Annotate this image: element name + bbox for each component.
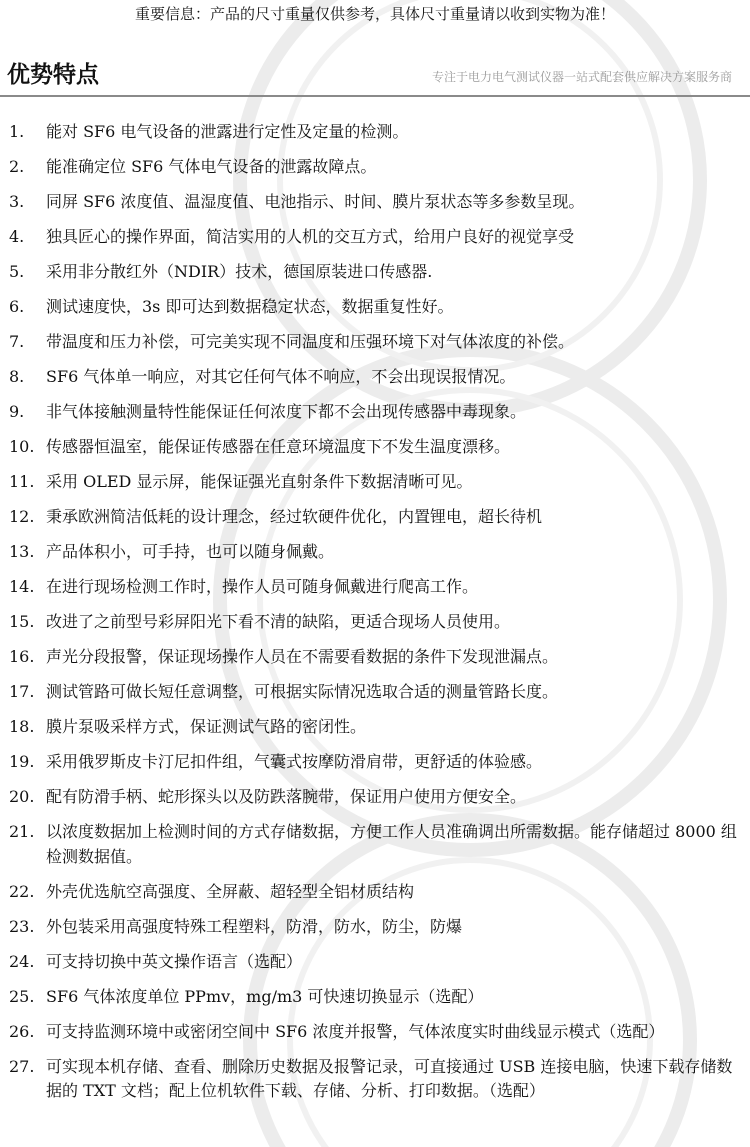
feature-number: 5. xyxy=(9,262,25,281)
feature-number: 1. xyxy=(9,122,25,141)
feature-number: 9. xyxy=(9,402,25,421)
feature-item xyxy=(0,470,750,495)
feature-item xyxy=(0,785,750,810)
feature-item xyxy=(0,330,750,355)
feature-item xyxy=(0,880,750,905)
feature-item xyxy=(0,610,750,635)
feature-text: 外壳优选航空高强度、全屏蔽、超轻型全铝材质结构 xyxy=(46,881,415,901)
feature-number: 14. xyxy=(9,577,35,596)
feature-item xyxy=(0,715,750,740)
feature-text: 可支持切换中英文操作语言（选配） xyxy=(46,951,303,971)
feature-number: 2. xyxy=(9,157,25,176)
feature-number: 25. xyxy=(9,986,35,1006)
feature-text: SF6 气体浓度单位 PPmv，mg/m3 可快速切换显示（选配） xyxy=(46,986,484,1006)
feature-number: 18. xyxy=(9,717,35,736)
feature-text: 外包装采用高强度特殊工程塑料，防滑，防水，防尘，防爆 xyxy=(46,916,463,936)
feature-text: 带温度和压力补偿，可完美实现不同温度和压强环境下对气体浓度的补偿。 xyxy=(46,332,575,351)
feature-item xyxy=(0,295,750,320)
feature-text: 声光分段报警，保证现场操作人员在不需要看数据的条件下发现泄漏点。 xyxy=(46,647,559,666)
feature-number: 12. xyxy=(9,507,35,526)
feature-item xyxy=(0,155,750,180)
feature-text: 膜片泵吸采样方式，保证测试气路的密闭性。 xyxy=(46,717,367,736)
feature-item xyxy=(0,915,750,940)
section-tagline: 专注于电力电气测试仪器一站式配套供应解决方案服务商 xyxy=(431,70,732,84)
feature-text: 可支持监测环境中或密闭空间中 SF6 浓度并报警，气体浓度实时曲线显示模式（选配） xyxy=(46,1021,665,1041)
feature-number: 3. xyxy=(9,192,25,211)
feature-number: 16. xyxy=(9,647,35,666)
feature-text: 采用 OLED 显示屏，能保证强光直射条件下数据清晰可见。 xyxy=(46,472,473,491)
feature-number: 26. xyxy=(9,1021,35,1041)
feature-item xyxy=(0,400,750,425)
feature-item xyxy=(0,645,750,670)
feature-text: 非气体接触测量特性能保证任何浓度下都不会出现传感器中毒现象。 xyxy=(46,402,527,421)
feature-text: 传感器恒温室，能保证传感器在任意环境温度下不发生温度漂移。 xyxy=(46,437,511,456)
feature-number: 15. xyxy=(9,612,35,631)
section-header xyxy=(0,58,750,98)
feature-number: 24. xyxy=(9,951,35,971)
feature-list xyxy=(0,120,750,1114)
feature-text: SF6 气体单一响应，对其它任何气体不响应，不会出现误报情况。 xyxy=(46,367,516,386)
feature-item xyxy=(0,575,750,600)
feature-item xyxy=(0,435,750,460)
feature-number: 13. xyxy=(9,542,35,561)
feature-text: 独具匠心的操作界面，简洁实用的人机的交互方式，给用户良好的视觉享受 xyxy=(46,227,575,246)
feature-number: 4. xyxy=(9,227,25,246)
feature-number: 10. xyxy=(9,437,35,456)
feature-text: 配有防滑手柄、蛇形探头以及防跌落腕带，保证用户使用方便安全。 xyxy=(46,787,527,806)
feature-item xyxy=(0,260,750,285)
feature-text: 能准确定位 SF6 气体电气设备的泄露故障点。 xyxy=(46,157,377,176)
feature-text: 测试速度快，3s 即可达到数据稳定状态，数据重复性好。 xyxy=(46,297,454,316)
notice-banner: 重要信息：产品的尺寸重量仅供参考，具体尺寸重量请以收到实物为准！ xyxy=(134,5,615,23)
feature-item xyxy=(0,1020,750,1045)
feature-text: 可实现本机存储、查看、删除历史数据及报警记录，可直接通过 USB 连接电脑，快速下载存储数据的 TXT 文档；配上位机软件下载、存储、分析、打印数据。（选配） xyxy=(46,1056,733,1100)
feature-item xyxy=(0,120,750,145)
feature-number: 27. xyxy=(9,1056,35,1076)
feature-text: 采用非分散红外（NDIR）技术，德国原装进口传感器. xyxy=(46,262,433,281)
feature-text: 能对 SF6 电气设备的泄露进行定性及定量的检测。 xyxy=(46,122,409,141)
feature-number: 20. xyxy=(9,787,35,806)
feature-text: 同屏 SF6 浓度值、温湿度值、电池指示、时间、膜片泵状态等多参数呈现。 xyxy=(46,192,585,211)
feature-number: 19. xyxy=(9,752,35,771)
feature-item xyxy=(0,225,750,250)
feature-item xyxy=(0,365,750,390)
feature-text: 测试管路可做长短任意调整，可根据实际情况选取合适的测量管路长度。 xyxy=(46,682,559,701)
feature-text: 产品体积小，可手持，也可以随身佩戴。 xyxy=(46,542,335,561)
feature-item xyxy=(0,820,750,869)
feature-number: 23. xyxy=(9,916,35,936)
feature-number: 22. xyxy=(9,881,35,901)
feature-item xyxy=(0,505,750,530)
feature-text: 以浓度数据加上检测时间的方式存储数据，方便工作人员准确调出所需数据。能存储超过 8000 组检测数据值。 xyxy=(46,822,737,866)
feature-number: 7. xyxy=(9,332,25,351)
feature-item xyxy=(0,680,750,705)
feature-item xyxy=(0,750,750,775)
feature-number: 11. xyxy=(9,472,35,491)
feature-item xyxy=(0,985,750,1010)
feature-number: 17. xyxy=(9,682,35,701)
feature-text: 秉承欧洲简洁低耗的设计理念，经过软硬件优化，内置锂电，超长待机 xyxy=(46,507,543,526)
feature-number: 6. xyxy=(9,297,25,316)
feature-number: 21. xyxy=(9,822,35,841)
feature-item xyxy=(0,950,750,975)
feature-number: 8. xyxy=(9,367,25,386)
feature-item xyxy=(0,190,750,215)
section-title: 优势特点 xyxy=(7,62,99,88)
feature-text: 在进行现场检测工作时，操作人员可随身佩戴进行爬高工作。 xyxy=(46,577,479,596)
feature-text: 改进了之前型号彩屏阳光下看不清的缺陷，更适合现场人员使用。 xyxy=(46,612,511,631)
feature-item xyxy=(0,1055,750,1104)
header-divider xyxy=(0,95,750,97)
feature-text: 采用俄罗斯皮卡汀尼扣件组，气囊式按摩防滑肩带，更舒适的体验感。 xyxy=(46,752,543,771)
feature-item xyxy=(0,540,750,565)
